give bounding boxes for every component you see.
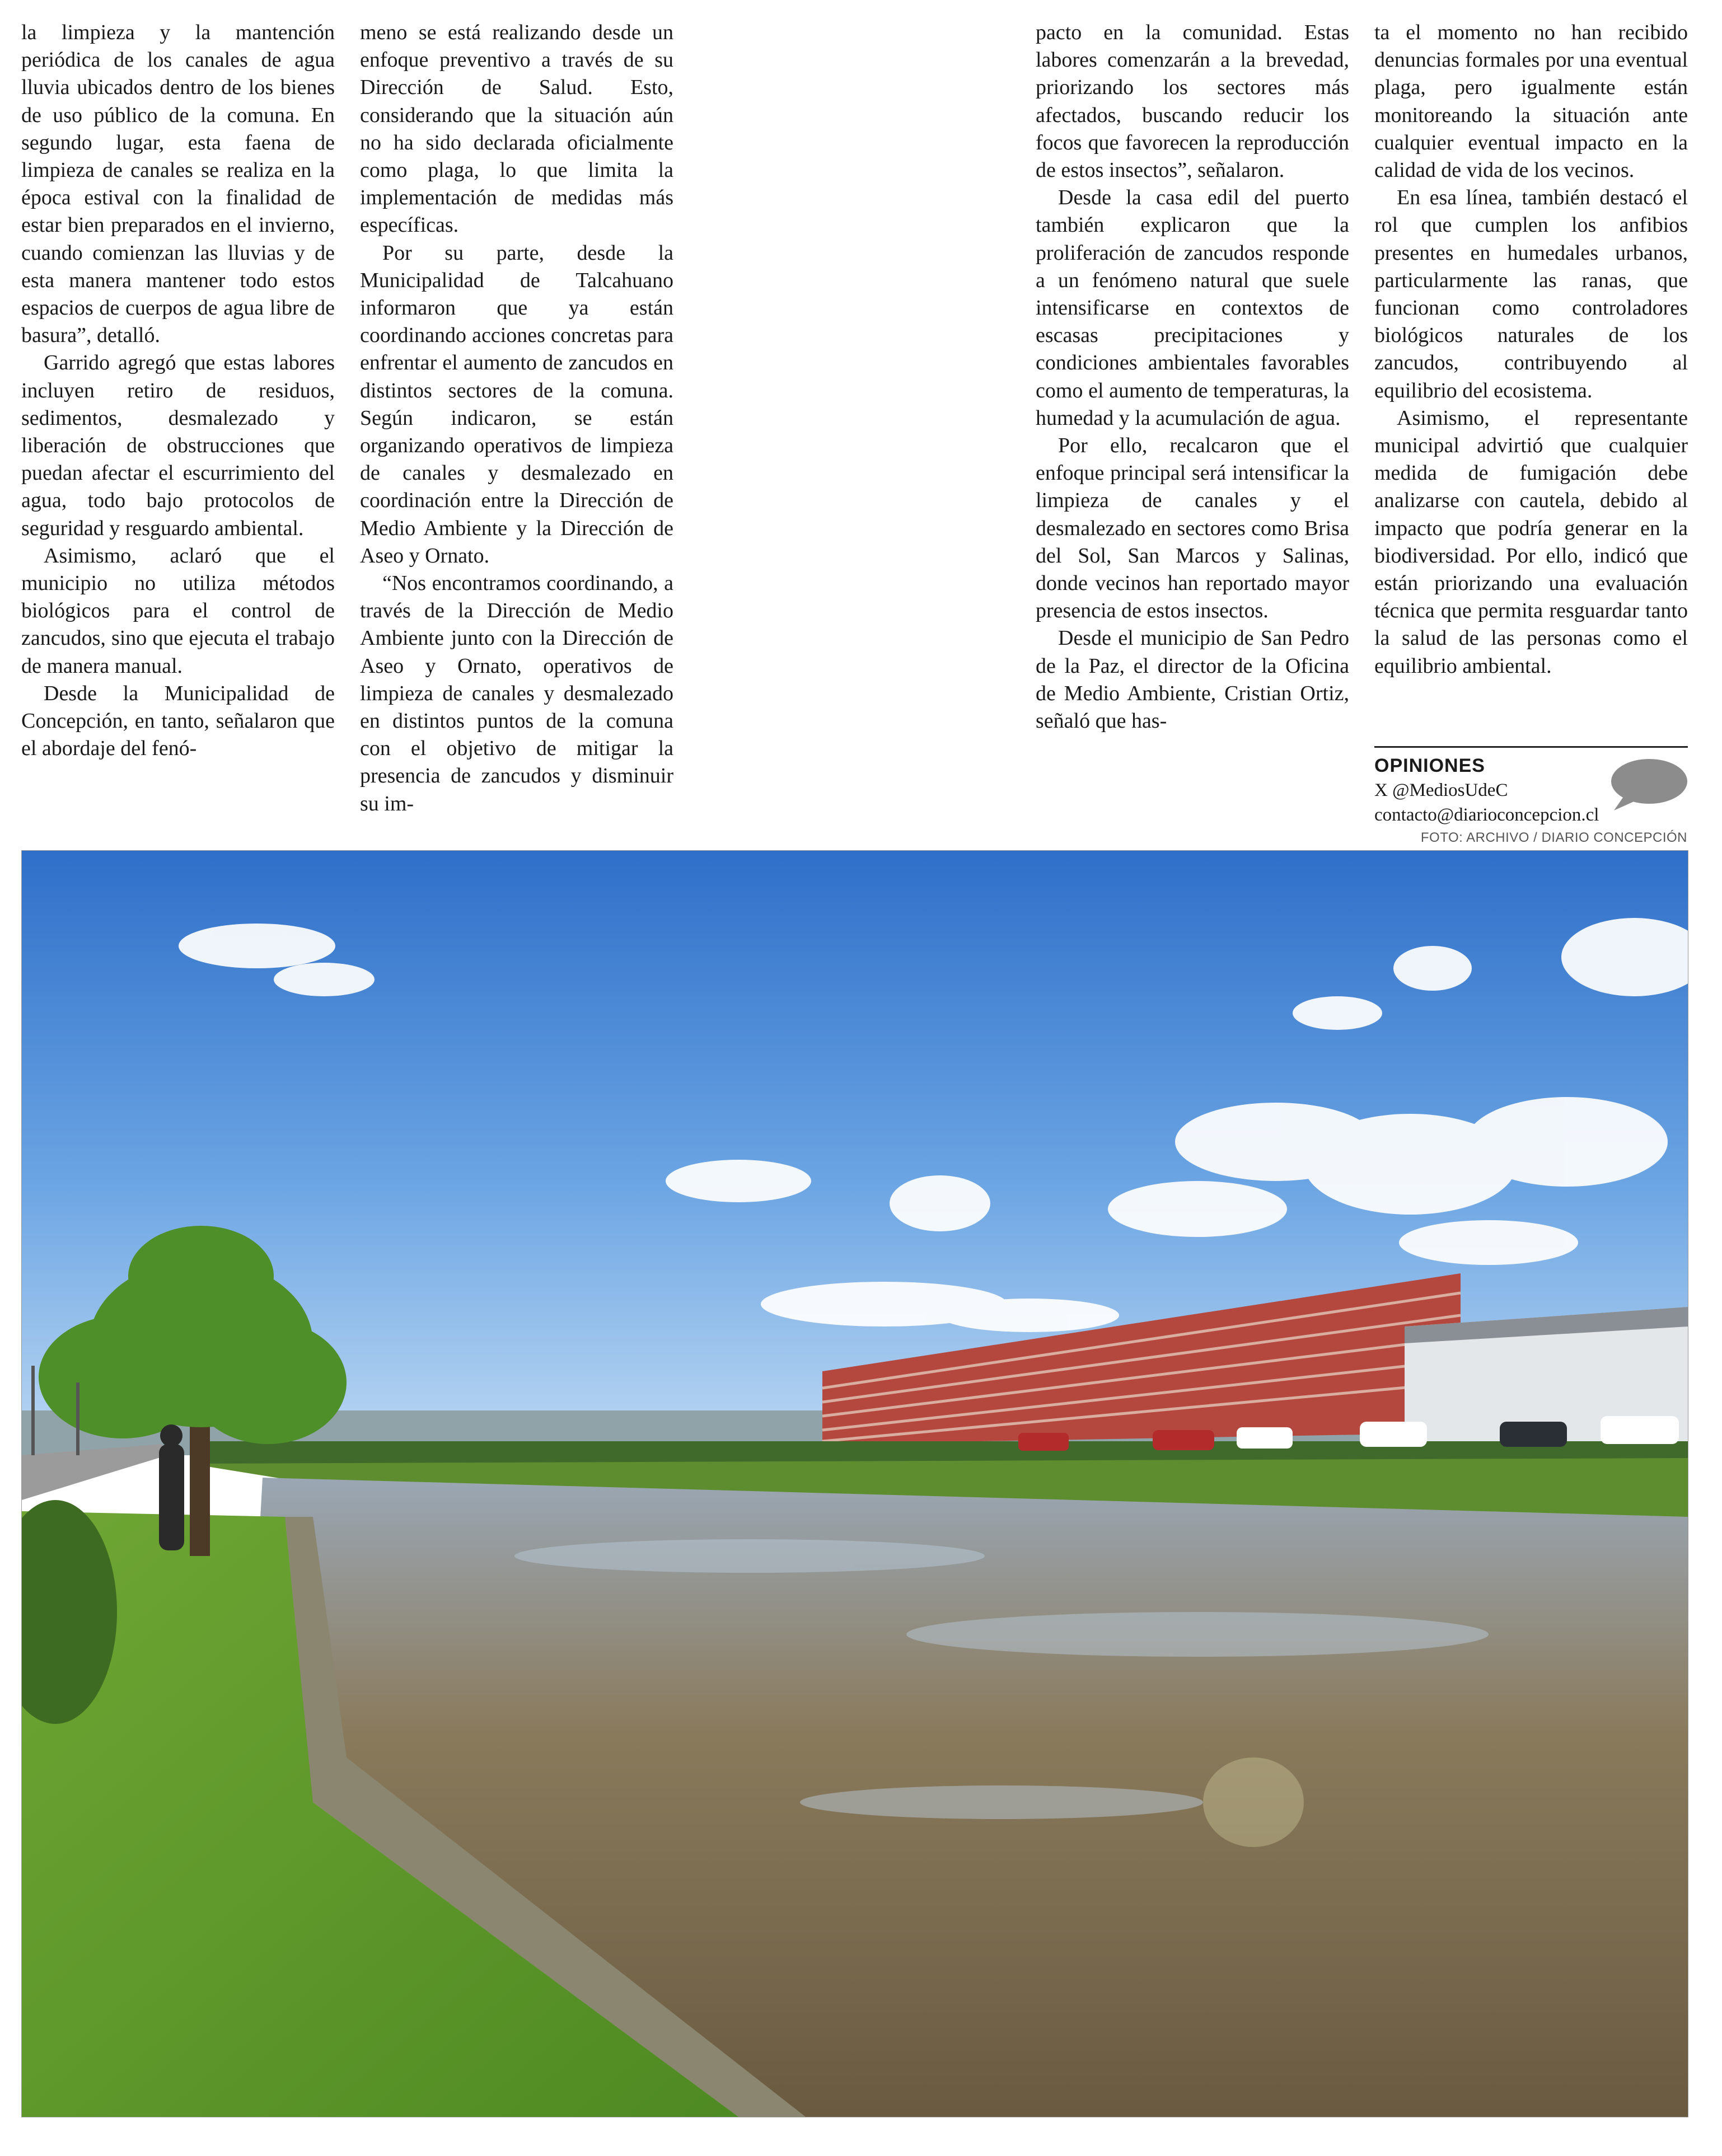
contact-email[interactable]: contacto@diarioconcepcion.cl <box>1374 805 1599 825</box>
paragraph: pacto en la comunidad. Estas labores comenzarán a la brevedad, priorizando los sectores más afectados, buscando reducir los focos que favorecen la reproducción de estos insectos”, señalaron. <box>1036 21 1349 182</box>
photo-credit: FOTO: ARCHIVO / DIARIO CONCEPCIÓN <box>1420 830 1687 845</box>
canal-photo-illustration <box>22 851 1688 2117</box>
article-column-2 <box>360 19 673 818</box>
paragraph: Desde el municipio de San Pedro de la Paz, el director de la Oficina de Medio Ambiente, Cristian Ortiz, señaló que has- <box>1036 626 1349 733</box>
paragraph: Asimismo, el representante municipal advirtió que cualquier medida de fumigación debe analizarse con cautela, debido al impacto que podría generar en la biodiversidad. Por ello, indicó que están priorizando una evaluación técnica que permita resguardar tanto la salud de las personas como el equilibrio ambiental. <box>1374 406 1688 678</box>
opinions-heading: OPINIONES <box>1374 755 1485 776</box>
article-column-1 <box>21 19 335 762</box>
paragraph: Asimismo, aclaró que el municipio no utiliza métodos biológicos para el control de zancudos, sino que ejecuta el trabajo de manera manual. <box>21 543 335 678</box>
paragraph: Por ello, recalcaron que el enfoque principal será intensificar la limpieza de canales y el desmalezado en sectores como Brisa del Sol, San Marcos y Salinas, donde vecinos han reportado mayor presencia de estos insectos. <box>1036 434 1349 623</box>
canal-photo <box>21 850 1688 2117</box>
article-column-3 <box>1036 19 1349 735</box>
paragraph: “Nos encontramos coordinando, a través de la Dirección de Medio Ambiente junto con la Dirección de Aseo y Ornato, operativos de limpieza de canales y desmalezado en distintos puntos de la comuna con el objetivo de mitigar la presencia de zancudos y disminuir su im- <box>360 571 673 815</box>
social-handle[interactable]: X @MediosUdeC <box>1374 780 1508 800</box>
article-column-4 <box>1374 19 1688 680</box>
paragraph: Desde la casa edil del puerto también explicaron que la proliferación de zancudos responde a un fenómeno natural que suele intensificarse en contextos de escasas precipitaciones y condiciones ambientales favorables como el aumento de temperaturas, la humedad y la acumulación de agua. <box>1036 186 1349 430</box>
paragraph: Garrido agregó que estas labores incluyen retiro de residuos, sedimentos, desmalezado y liberación de obstrucciones que puedan afectar el escurrimiento del agua, todo bajo protocolos de seguridad y resguardo ambiental. <box>21 351 335 540</box>
paragraph: la limpieza y la mantención periódica de los canales de agua lluvia ubicados dentro de los bienes de uso público de la comuna. En segundo lugar, esta faena de limpieza de canales se realiza en la época estival con la finalidad de estar bien preparados en el invierno, cuando comienzan las lluvias y de esta manera mantener todo estos espacios de cuerpos de agua libre de basura”, detalló. <box>21 21 335 348</box>
paragraph: meno se está realizando desde un enfoque preventivo a través de su Dirección de Salud. Esto, considerando que la situación aún no ha sido declarada oficialmente como plaga, lo que limita la implementación de medidas más específicas. <box>360 21 673 237</box>
person <box>159 1444 184 1550</box>
opinions-box <box>1374 746 1688 827</box>
tree-trunk <box>190 1416 210 1556</box>
speech-bubble-icon <box>1607 757 1689 813</box>
paragraph: En esa línea, también destacó el rol que cumplen los anfibios presentes en humedales urbanos, particularmente las ranas, que funcionan como controladores biológicos naturales de los zancudos, contribuyendo al equilibrio del ecosistema. <box>1374 186 1688 402</box>
paragraph: Por su parte, desde la Municipalidad de Talcahuano informaron que ya están coordinando acciones concretas para enfrentar el aumento de zancudos en distintos sectores de la comuna. Según indicaron, se están organizando operativos de limpieza de canales y desmalezado en coordinación entre la Dirección de Medio Ambiente y la Dirección de Aseo y Ornato. <box>360 241 673 568</box>
paragraph: Desde la Municipalidad de Concepción, en tanto, señalaron que el abordaje del fenó- <box>21 681 335 761</box>
paragraph: ta el momento no han recibido denuncias formales por una eventual plaga, pero igualmente están monitoreando la situación ante cualquier eventual impacto en la calidad de vida de los vecinos. <box>1374 21 1688 182</box>
